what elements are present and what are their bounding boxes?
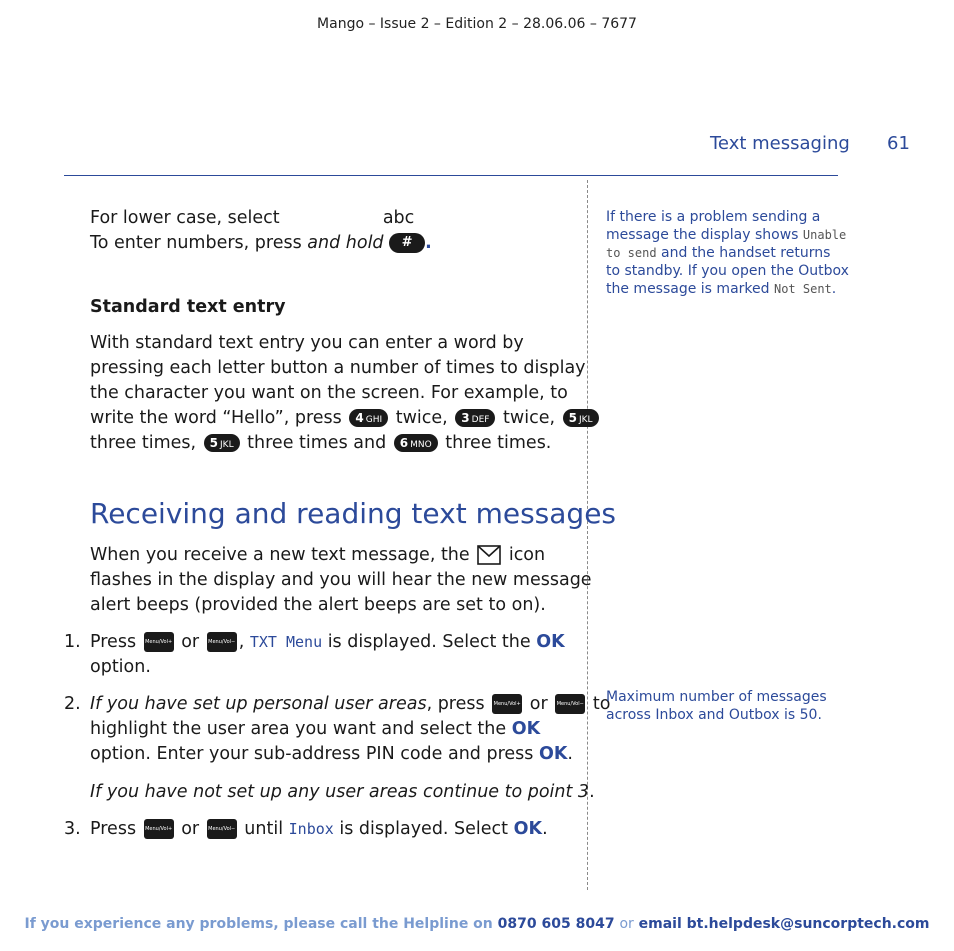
menu-up-key-icon: Menu/Vol+ [492, 694, 522, 714]
key-6-icon: 6 MNO [394, 434, 438, 452]
step-2-line-2 [90, 717, 610, 742]
step-text: or [181, 819, 200, 839]
intro-text: For lower case, select [90, 208, 280, 228]
step-text: , [238, 632, 245, 652]
ok-label: OK [536, 632, 565, 652]
intro-abc: abc [382, 208, 415, 228]
display-text: to send [606, 246, 657, 260]
menu-down-key-icon: Menu/Vol− [207, 632, 237, 652]
receiving-paragraph [90, 543, 592, 618]
side-note-line: the message is marked Not Sent. [606, 281, 837, 297]
header-divider [64, 175, 838, 176]
step-text: . [567, 744, 573, 764]
side-note-line: Maximum number of messages [606, 689, 827, 705]
helpline-email: email bt.helpdesk@suncorptech.com [638, 916, 930, 932]
key-4-icon: 4 GHI [349, 409, 388, 427]
receiving-heading: Receiving and reading text messages [90, 497, 617, 530]
step-text: is displayed. Select [339, 819, 509, 839]
side-note-maximum [606, 688, 827, 724]
helpline-phone: 0870 605 8047 [497, 916, 615, 932]
ok-label: OK [511, 719, 541, 739]
step-1 [90, 630, 565, 680]
menu-down-key-icon: Menu/Vol− [555, 694, 585, 714]
step-2-line-3 [90, 742, 610, 767]
standard-text: write the word “Hello”, press [90, 408, 342, 428]
side-note-sending [606, 208, 849, 298]
menu-up-key-icon: Menu/Vol+ [144, 632, 174, 652]
step-2-note [90, 780, 610, 805]
display-text: Unable [802, 228, 847, 242]
step-text: . [542, 819, 548, 839]
receiving-line-2: flashes in the display and you will hear the new message [90, 570, 592, 590]
helpline-footer [0, 916, 954, 932]
envelope-icon [477, 545, 501, 565]
receiving-line-3: alert beeps (provided the alert beeps are set to on). [90, 595, 546, 615]
key-5-icon: 5 JKL [563, 409, 599, 427]
display-text: Inbox [288, 820, 334, 838]
standard-text: three times. [445, 433, 552, 453]
standard-line-keys-2 [90, 431, 601, 456]
step-text: is displayed. Select the [327, 632, 531, 652]
intro-end: . [425, 233, 432, 253]
display-text: Not Sent [773, 282, 832, 296]
step-note: If you have not set up any user areas continue to point 3 [90, 782, 590, 802]
side-note-line: across Inbox and Outbox is 50. [606, 707, 822, 723]
intro-line-2 [90, 231, 432, 256]
standard-text: three times, [90, 433, 197, 453]
step-text: until [244, 819, 284, 839]
step-number: 1. [64, 632, 81, 652]
ok-label: OK [538, 744, 568, 764]
receiving-line-1 [90, 543, 592, 568]
side-note-line: to standby. If you open the Outbox [606, 263, 849, 279]
display-text: TXT Menu [249, 633, 323, 651]
standard-text: three times and [247, 433, 387, 453]
step-text: Press [90, 819, 137, 839]
intro-text: To enter numbers, press [90, 233, 302, 253]
step-emphasis: If you have set up personal user areas [90, 694, 427, 714]
side-note-line: If there is a problem sending a [606, 209, 821, 225]
standard-line: pressing each letter button a number of times to display [90, 358, 586, 378]
step-text: Press [90, 632, 137, 652]
ok-label: OK [513, 819, 543, 839]
standard-paragraph [90, 331, 601, 456]
footer-text: If you experience any problems, please call the Helpline on [24, 916, 493, 932]
intro-emphasis: and hold [307, 233, 384, 253]
side-note-line: message the display shows Unable [606, 227, 847, 243]
step-text: , press [426, 694, 485, 714]
standard-text: twice, [503, 408, 556, 428]
step-number: 2. [64, 694, 81, 714]
step-text: or [181, 632, 200, 652]
step-1-line-1 [90, 630, 565, 655]
step-2 [90, 692, 610, 805]
section-title: Text messaging [710, 133, 850, 154]
key-3-icon: 3 DEF [455, 409, 495, 427]
step-text: to [592, 694, 611, 714]
step-text: option. Enter your sub-address PIN code and press [90, 744, 534, 764]
step-3 [90, 817, 548, 842]
intro-line-1 [90, 206, 414, 231]
footer-text: or [619, 916, 634, 932]
standard-line: the character you want on the screen. For example, to [90, 383, 568, 403]
step-text: highlight the user area you want and select the [90, 719, 507, 739]
menu-down-key-icon: Menu/Vol− [207, 819, 237, 839]
receiving-text: When you receive a new text message, the [90, 545, 470, 565]
step-2-line-1 [90, 692, 610, 717]
step-text: . [589, 782, 595, 802]
step-1-line-2: option. [90, 657, 151, 677]
standard-line-keys-1 [90, 406, 601, 431]
document-header-line: Mango – Issue 2 – Edition 2 – 28.06.06 – 7677 [317, 16, 637, 32]
page-number: 61 [887, 133, 910, 154]
side-note-line: to send and the handset returns [606, 245, 831, 261]
standard-text: twice, [395, 408, 448, 428]
step-text: or [529, 694, 548, 714]
receiving-text: icon [508, 545, 546, 565]
menu-up-key-icon: Menu/Vol+ [144, 819, 174, 839]
standard-heading: Standard text entry [90, 297, 286, 317]
hash-key-icon: # [389, 233, 425, 253]
key-5-icon: 5 JKL [204, 434, 240, 452]
step-number: 3. [64, 819, 81, 839]
standard-line: With standard text entry you can enter a word by [90, 333, 524, 353]
